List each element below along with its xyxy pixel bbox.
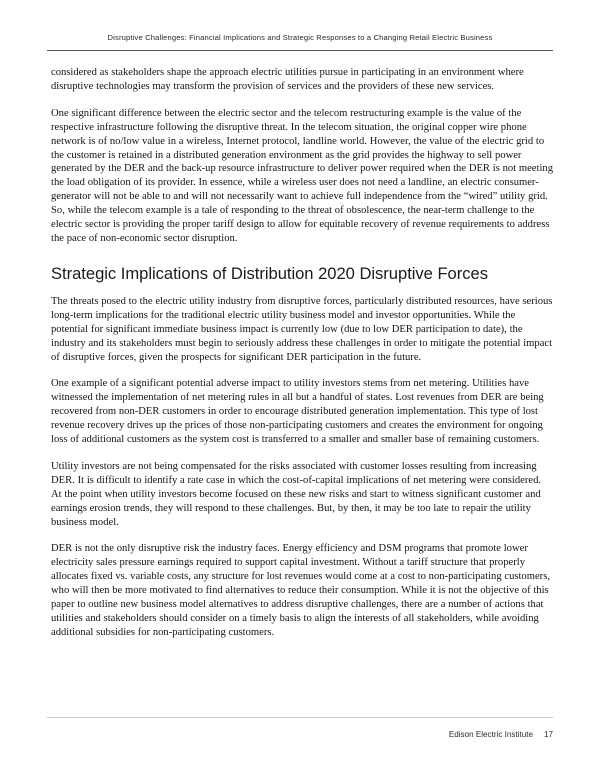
body-paragraph: Utility investors are not being compensated for the risks associated with customer losses resulting from increasing DER. It is difficult to identify a rate case in which the cost-of-capital implications of net metering were considered. At the point when utility investors become focused on these new risks and start to witness significant customer and earnings erosion trends, they will respond to these challenges. But, by then, it may be too late to repair the utility business model. (51, 460, 542, 528)
body-paragraph: considered as stakeholders shape the approach electric utilities pursue in participating in an environment where disruptive technologies may transform the provision of services and the providers of these new services. (51, 67, 524, 92)
page-footer (47, 729, 553, 740)
body-paragraph: The threats posed to the electric utility industry from disruptive forces, particularly distributed resources, have serious long-term implications for the traditional electric utility business model and investor opportunities. While the potential for significant immediate business impact is currently low (due to low DER participation to date), the industry and its stakeholders must begin to seriously address these challenges in order to mitigate the potential impact of disruptive forces, given the prospects for significant DER participation in the future. (51, 295, 553, 363)
footer-imprint: Edison Electric Institute (448, 730, 533, 739)
section-heading: Strategic Implications of Distribution 2020 Disruptive Forces (51, 263, 488, 283)
running-head: Disruptive Challenges: Financial Implications and Strategic Responses to a Changing Retail Electric Business (107, 33, 493, 42)
body-paragraph: DER is not the only disruptive risk the industry faces. Energy efficiency and DSM programs that promote lower electricity sales pressure earnings required to support capital investment. Without a tariff structure that properly allocates fixed vs. variable costs, any structure for lost revenues would come at a cost to non-participating customers, who will then be more motivated to find alternatives to reduce their consumption. While it is not the objective of this paper to outline new business model alternatives to address disruptive challenges, there are a number of actions that utilities and stakeholders should consider on a timely basis to align the interests of all stakeholders, while avoiding additional subsidies for non-participating customers. (51, 543, 550, 638)
body-paragraph: One significant difference between the electric sector and the telecom restructuring example is the value of the respective infrastructure following the disruptive threat. In the telecom situation, the original copper wire phone network is of no/low value in a wireless, Internet protocol, landline world. However, the value of the electric grid to the customer is retained in a distributed generation environment as the grid provides the highway to sell power generated by the DER and the back-up resource infrastructure to deliver power required when the DER is not meeting the load obligation of its provider. In essence, while a wireless user does not need a landline, an electric consumer-generator will not be able to and will not necessarily want to achieve full independence from the “wired” utility grid. So, while the telecom example is a tale of responding to the threat of obsolescence, the near-term challenge to the electric sector is providing the proper tariff design to allow for equitable recovery of revenue requirements to address the pace of non-economic sector disruption. (51, 107, 553, 244)
footer-divider (47, 717, 553, 718)
body-paragraph: One example of a significant potential adverse impact to utility investors stems from net metering. Utilities have witnessed the implementation of net metering rules in all but a handful of states. Lost revenues from DER are being recovered from non-DER customers in order to encourage distributed generation implementation. This type of lost revenue recovery drives up the prices of those non-participating customers and creates the environment for ongoing loss of additional customers as the system cost is transferred to a smaller and smaller base of remaining customers. (51, 378, 544, 446)
footer-page-number: 17 (543, 730, 553, 739)
header-divider (47, 50, 553, 51)
page-body (51, 66, 553, 653)
